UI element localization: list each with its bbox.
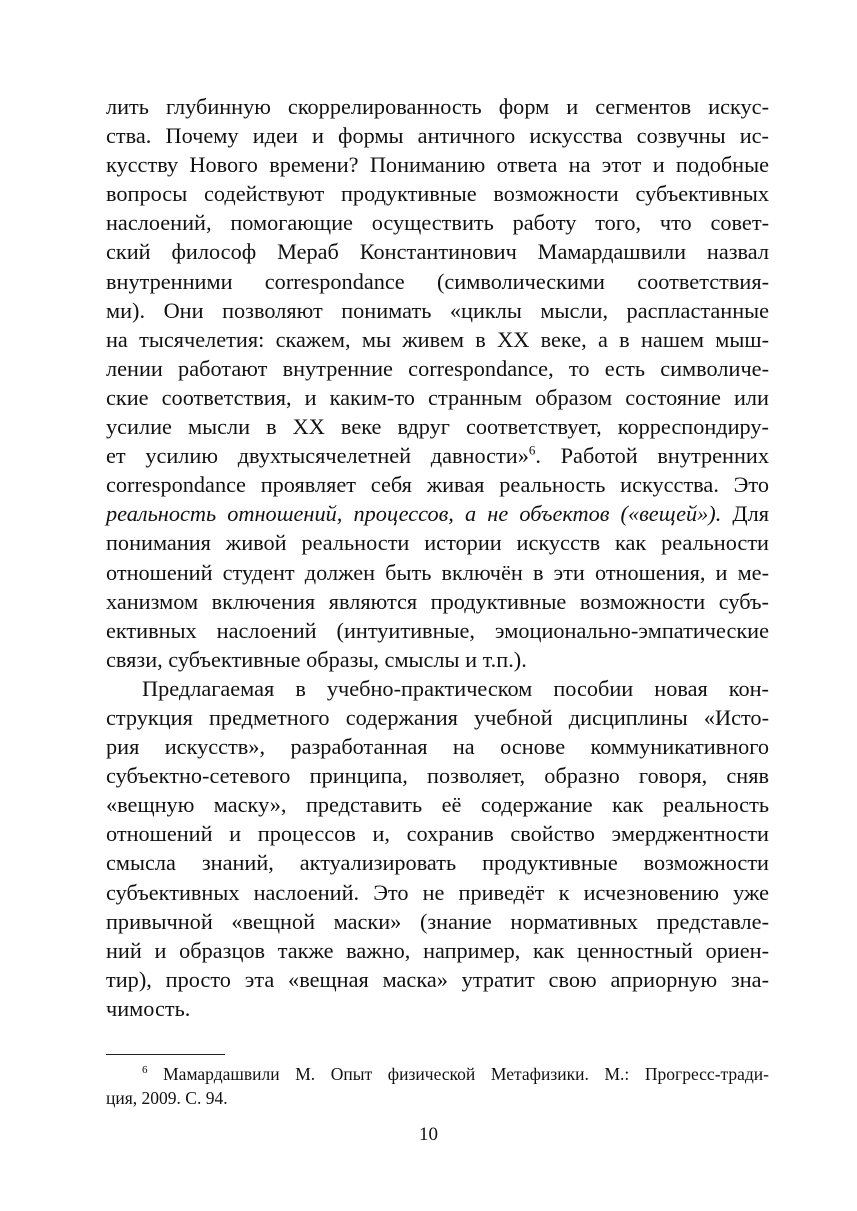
text-line: «вещную маску», представить её содержание как реальность — [106, 792, 769, 818]
text-line: кусству Нового времени? Пониманию ответа на этот и подобные — [106, 152, 769, 178]
text-line: на тысячелетия: скажем, мы живем в XX веке, а в нашем мыш- — [106, 326, 769, 352]
footnote-reference[interactable]: 6 — [528, 442, 536, 458]
text-line: ский философ Мераб Константинович Мамардашвили назвал — [106, 239, 769, 265]
page-number: 10 — [419, 1124, 438, 1145]
text-line: ханизмом включения являются продуктивные возможности субъ- — [106, 588, 769, 614]
text-line: понимания живой реальности истории искусств как реальности — [106, 530, 769, 556]
text-line: смысла знаний, актуализировать продуктивные возможности — [106, 850, 769, 876]
footnote-line: ция, 2009. С. 94. — [106, 1088, 228, 1108]
text-line: Предлагаемая в учебно-практическом пособии новая кон- — [142, 675, 769, 701]
text-segment: Для — [721, 501, 769, 527]
text-line: ства. Почему идеи и формы античного искусства созвучны ис- — [106, 123, 769, 149]
text-line: ские соответствия, и каким-то странным образом состояние или — [106, 384, 769, 410]
italic-emphasis: реальность отношений, процессов, а не объектов («вещей»). — [106, 501, 722, 527]
text-line: наслоений, помогающие осуществить работу того, что совет- — [106, 210, 769, 236]
text-line: струкция предметного содержания учебной дисциплины «Исто- — [106, 704, 769, 730]
text-line-with-italic — [106, 499, 769, 528]
text-segment: ет усилию двухтысячелетней давности» — [106, 443, 529, 469]
text-line: ми). Они позволяют понимать «циклы мысли, распластанные — [106, 297, 769, 323]
paragraph-1 — [106, 92, 769, 674]
text-line: лении работают внутренние correspondance, то есть символиче- — [106, 355, 769, 381]
footnote-divider — [106, 1054, 225, 1055]
text-line: связи, субъективные образы, смыслы и т.п.). — [106, 646, 527, 672]
text-line: ний и образцов также важно, например, как ценностный ориен- — [106, 937, 769, 963]
text-line: отношений и процессов и, сохранив свойство эмерджентности — [106, 821, 769, 847]
text-line: привычной «вещной маски» (знание нормативных представле- — [106, 908, 769, 934]
text-line: субъектно-сетевого принципа, позволяет, образно говоря, сняв — [106, 763, 769, 789]
text-line: рия искусств», разработанная на основе коммуникативного — [106, 734, 769, 760]
text-line: чимость. — [106, 995, 191, 1021]
text-segment: . Работой внутренних — [535, 443, 769, 469]
footnote-text: Мамардашвили М. Опыт физической Метафизики. М.: Прогресс-тради- — [147, 1064, 769, 1084]
text-line: ективных наслоений (интуитивные, эмоционально-эмпатические — [106, 617, 769, 643]
text-line: субъективных наслоений. Это не приведёт к исчезновению уже — [106, 879, 769, 905]
footnote-line — [106, 1062, 769, 1086]
text-line: correspondance проявляет себя живая реальность искусства. Это — [106, 472, 769, 498]
paragraph-2 — [106, 674, 769, 1023]
page-body — [106, 92, 769, 1023]
text-line: лить глубинную скоррелированность форм и сегментов искус- — [106, 94, 769, 119]
text-line: тир), просто эта «вещная маска» утратит свою априорную зна- — [106, 966, 769, 992]
footnote-marker: 6 — [142, 1064, 148, 1077]
text-line: отношений студент должен быть включён в эти отношения, и ме- — [106, 559, 769, 585]
text-line: внутренними correspondance (символическими соответствия- — [106, 268, 769, 294]
footnote — [106, 1062, 769, 1110]
text-line-with-footnote-ref — [106, 441, 769, 470]
text-line: усилие мысли в XX веке вдруг соответствует, корреспондиру- — [106, 414, 769, 440]
text-line: вопросы содействуют продуктивные возможности субъективных — [106, 181, 769, 207]
